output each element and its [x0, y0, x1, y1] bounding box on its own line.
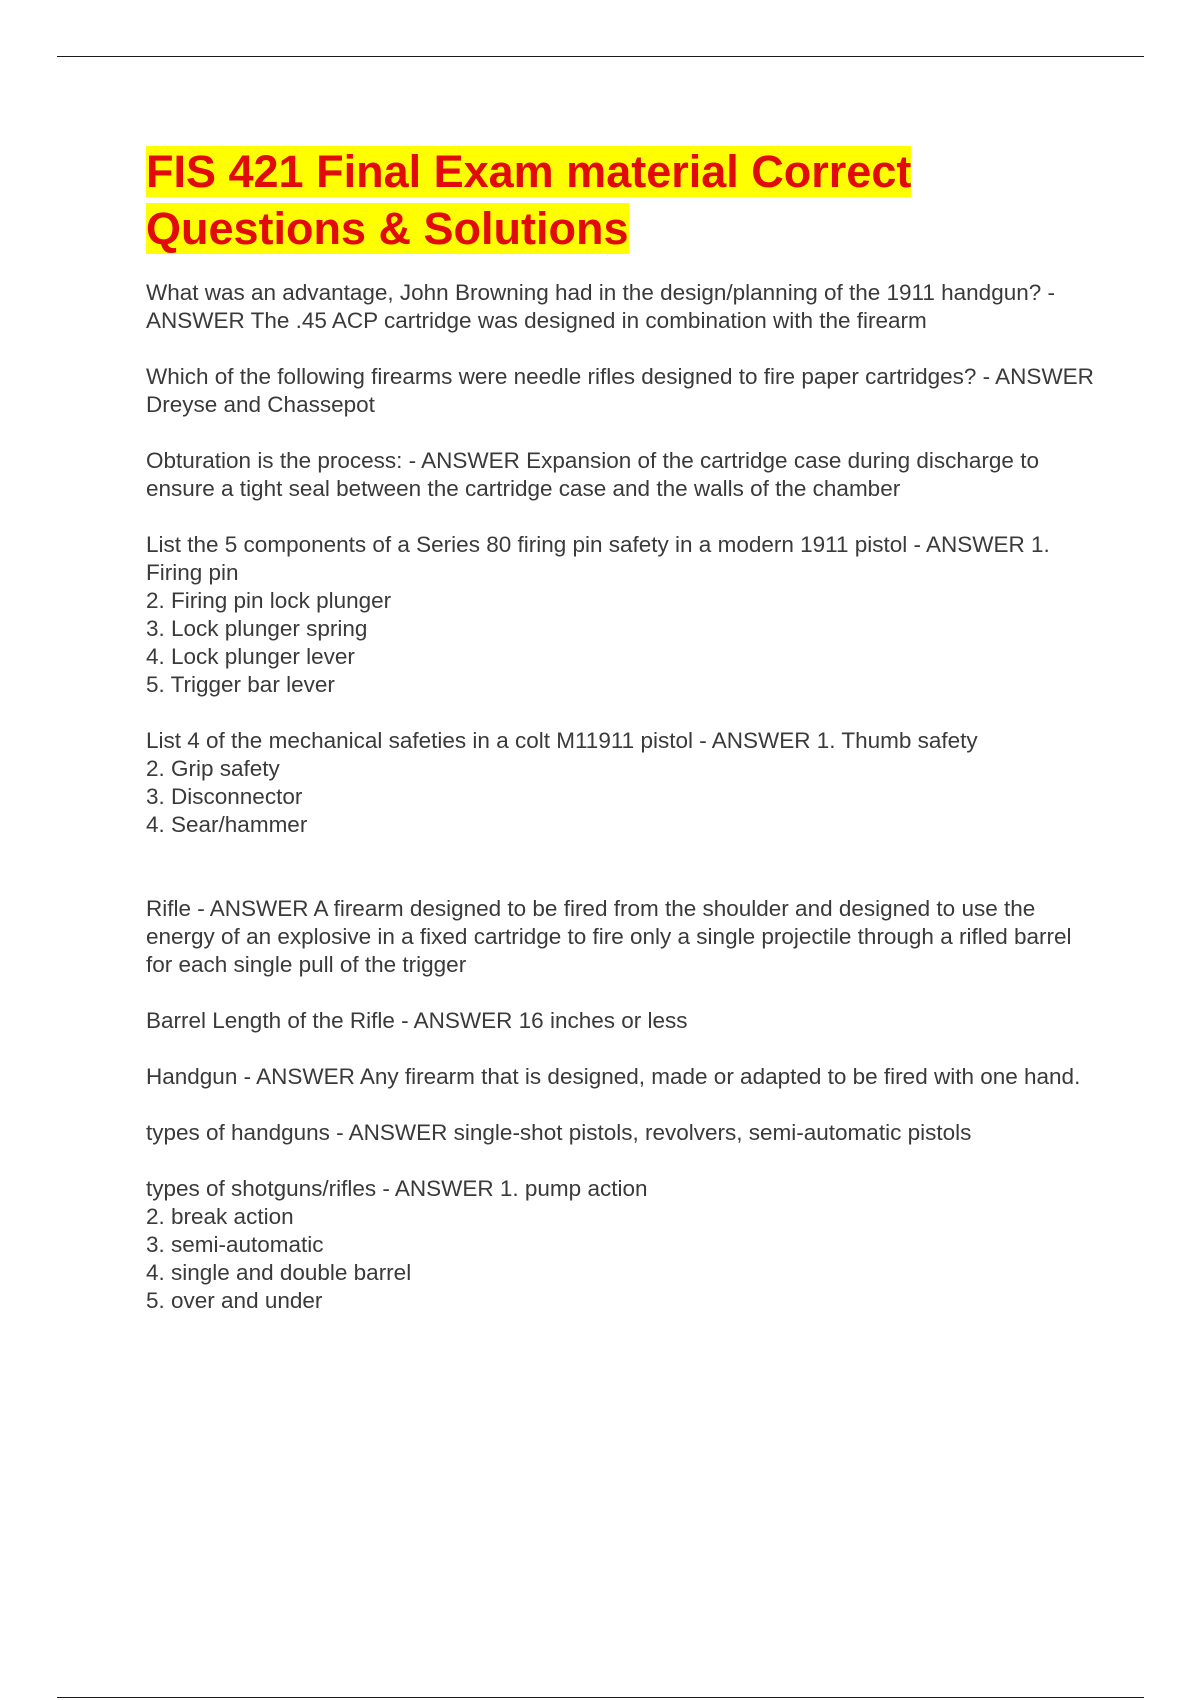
qa-item	[146, 1007, 1096, 1035]
answer-text: The .45 ACP cartridge was designed in combination with the firearm	[250, 308, 927, 333]
answer-text: Expansion of the cartridge case during discharge to ensure a tight seal between the cartridge case and the walls of the chamber	[146, 448, 1039, 501]
answer-separator: - ANSWER	[394, 1008, 519, 1033]
qa-item	[146, 1175, 1096, 1315]
question-text: List the 5 components of a Series 80 firing pin safety in a modern 1911 pistol	[146, 532, 908, 557]
title-line-2: Questions & Solutions	[146, 203, 629, 254]
answer-text: 1. Firing pin 2. Firing pin lock plunger 3. Lock plunger spring 4. Lock plunger lever 5. Trigger bar lever	[146, 532, 1050, 697]
qa-item	[146, 279, 1096, 335]
answer-separator: - ANSWER	[376, 1176, 500, 1201]
answer-text: single-shot pistols, revolvers, semi-automatic pistols	[453, 1120, 972, 1145]
answer-text: 1. pump action 2. break action 3. semi-automatic 4. single and double barrel 5. over and under	[146, 1176, 648, 1313]
qa-list	[146, 279, 1096, 1315]
header-rule	[57, 56, 1144, 57]
question-text: Rifle	[146, 896, 192, 921]
question-text: List 4 of the mechanical safeties in a colt M11911 pistol	[146, 728, 693, 753]
qa-item	[146, 447, 1096, 503]
question-text: Which of the following firearms were needle rifles designed to fire paper cartridges?	[146, 364, 977, 389]
answer-separator: - ANSWER	[329, 1120, 454, 1145]
question-text: types of shotguns/rifles	[146, 1176, 377, 1201]
answer-text: 16 inches or less	[518, 1008, 688, 1033]
document-title	[146, 143, 1096, 257]
qa-item	[146, 1063, 1096, 1091]
qa-item	[146, 531, 1096, 699]
answer-separator: - ANSWER	[402, 448, 527, 473]
answer-text: Any firearm that is designed, made or adapted to be fired with one hand.	[359, 1064, 1081, 1089]
question-text: Obturation is the process:	[146, 448, 403, 473]
question-text: What was an advantage, John Browning had in the design/planning of the 1911 handgun?	[146, 280, 1042, 305]
answer-separator: - ANSWER	[191, 896, 314, 921]
answer-separator: - ANSWER	[907, 532, 1032, 557]
qa-item	[146, 1119, 1096, 1147]
answer-separator: - ANSWER	[237, 1064, 360, 1089]
answer-text: Dreyse and Chassepot	[146, 392, 375, 417]
question-text: Barrel Length of the Rifle	[146, 1008, 395, 1033]
answer-separator: - ANSWER	[692, 728, 817, 753]
question-text: Handgun	[146, 1064, 238, 1089]
answer-separator: - ANSWER	[976, 364, 1094, 389]
answer-separator: - ANSWER	[146, 280, 1056, 333]
answer-text: 1. Thumb safety 2. Grip safety 3. Disconnector 4. Sear/hammer	[146, 728, 978, 837]
document-body	[146, 143, 1096, 1343]
answer-text: A firearm designed to be fired from the shoulder and designed to use the energy of an explosive in a fixed cartridge to fire only a single projectile through a rifled barrel for each single pull of the trigger	[146, 896, 1072, 977]
qa-item	[146, 363, 1096, 419]
question-text: types of handguns	[146, 1120, 330, 1145]
footer-rule	[57, 1697, 1144, 1698]
qa-item	[146, 895, 1096, 979]
qa-item	[146, 727, 1096, 839]
title-line-1: FIS 421 Final Exam material Correct	[146, 146, 912, 197]
